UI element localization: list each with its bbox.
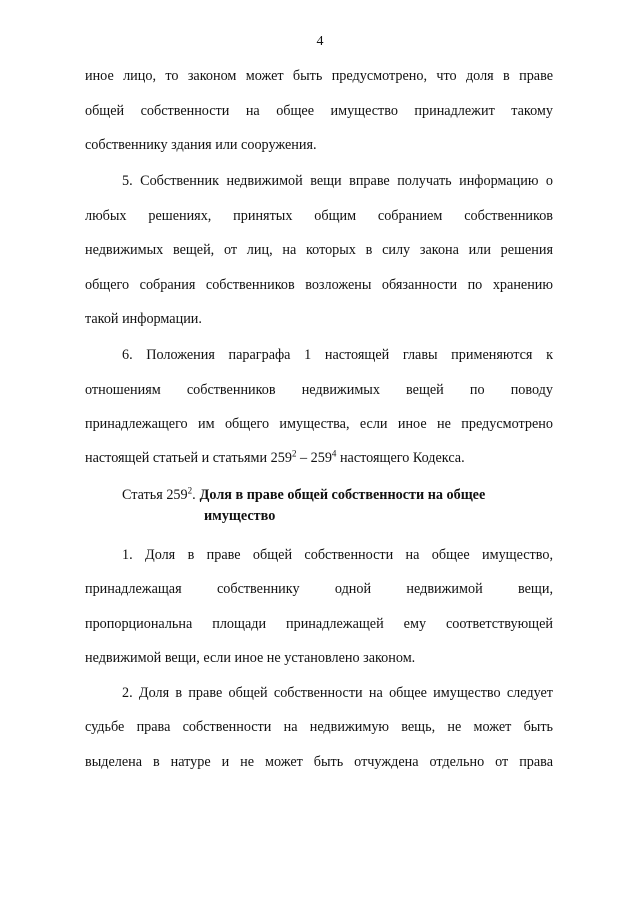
text-line: иное лицо, то законом может быть предусмотрено, что доля в праве (85, 68, 553, 84)
text-line: судьбе права собственности на недвижимую вещь, не может быть (85, 719, 553, 735)
text-line: собственнику здания или сооружения. (85, 137, 317, 153)
article-title-continued: имущество (204, 508, 276, 524)
paragraph-5-line: 5. Собственник недвижимой вещи вправе получать информацию о (122, 173, 553, 189)
text-fragment: – 259 (296, 450, 332, 466)
text-line: пропорциональна площади принадлежащей ему соответствующей (85, 616, 553, 632)
text-fragment: настоящего Кодекса. (336, 450, 465, 466)
page-number: 4 (316, 34, 324, 49)
text-line-with-superscripts (85, 449, 553, 467)
superscript: 4 (331, 448, 337, 459)
article-paragraph-2-line: 2. Доля в праве общей собственности на общее имущество следует (122, 685, 553, 701)
text-line: общей собственности на общее имущество принадлежит такому (85, 103, 553, 119)
text-line: выделена в натуре и не может быть отчуждена отдельно от права (85, 754, 553, 770)
article-title: Доля в праве общей собственности на общее (199, 487, 486, 503)
article-paragraph-1-line: 1. Доля в праве общей собственности на общее имущество, (122, 547, 553, 563)
paragraph-6-line: 6. Положения параграфа 1 настоящей главы применяются к (122, 347, 553, 363)
text-line: недвижимой вещи, если иное не установлено законом. (85, 650, 416, 666)
article-label-dot: . (192, 487, 196, 503)
article-label-superscript: 2 (187, 485, 193, 496)
text-line: недвижимых вещей, от лиц, на которых в силу закона или решения (85, 242, 553, 258)
text-line: любых решениях, принятых общим собранием собственников (85, 208, 553, 224)
article-heading (122, 486, 562, 504)
superscript: 2 (291, 448, 297, 459)
text-line: общего собрания собственников возложены обязанности по хранению (85, 277, 553, 293)
text-line: принадлежащая собственнику одной недвижимой вещи, (85, 581, 553, 597)
text-line: принадлежащего им общего имущества, если иное не предусмотрено (85, 416, 553, 432)
text-fragment: настоящей статьей и статьями 259 (85, 450, 292, 466)
text-line: отношениям собственников недвижимых вещей по поводу (85, 382, 553, 398)
article-label: Статья 259 (122, 487, 188, 503)
text-line: такой информации. (85, 311, 202, 327)
